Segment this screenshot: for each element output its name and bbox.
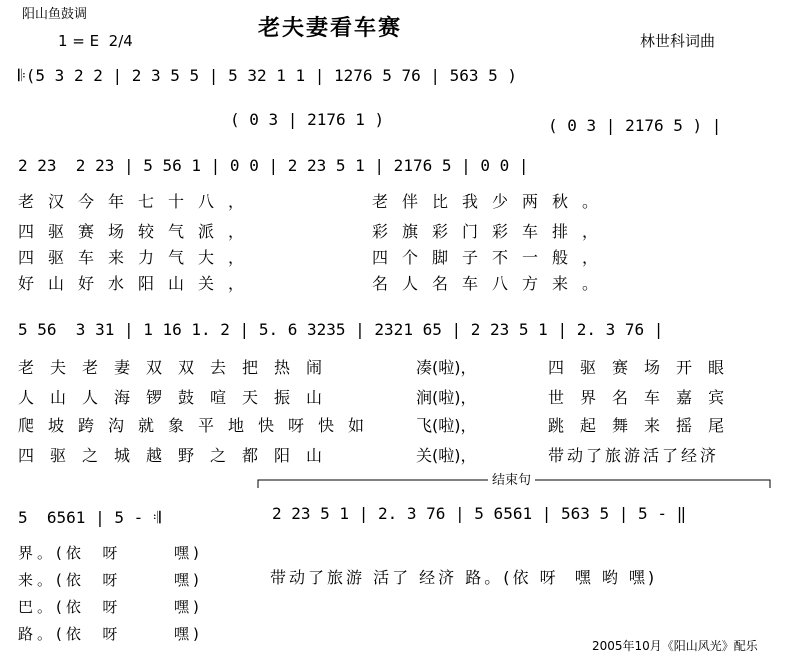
- lyric2-verse-2-a: 人山人海锣鼓喧天振山: [18, 388, 339, 407]
- lyric-verse-2-a: 四驱赛场较气派，: [18, 222, 259, 241]
- lyric2-verse-1-a: 老夫老妻双双去把热闹: [18, 358, 339, 377]
- lyric2-verse-4-c: 带动了旅游活了经济: [548, 446, 720, 465]
- score-line-3: 5 56 3 31 | 1 16 1. 2 | 5. 6 3235 | 2321 65 | 2 23 5 1 | 2. 3 76 |: [18, 320, 664, 339]
- lyric2-verse-3-c: 跳起舞来摇尾: [548, 416, 741, 435]
- lyric2-verse-3-a: 爬坡跨沟就象平地快呀快如: [18, 416, 379, 435]
- lyric-verse-3-a: 四驱车来力气大，: [18, 248, 259, 267]
- lyric2-verse-3-b: 飞(啦)，: [416, 416, 477, 435]
- lyric2-verse-2-b: 涧(啦)，: [416, 388, 477, 407]
- lyric3-verse-2: 来。(依 呀 嘿): [18, 571, 203, 589]
- lyric-verse-1-a: 老汉今年七十八，: [18, 192, 259, 211]
- genre-label: 阳山鱼鼓调: [22, 7, 88, 22]
- footer-credit: 2005年10月《阳山风光》配乐: [592, 639, 758, 653]
- score-line-4-b: 2 23 5 1 | 2. 3 76 | 5 6561 | 563 5 | 5 - ‖: [272, 504, 687, 523]
- lyric2-verse-4-a: 四驱之城越野之都阳山: [18, 446, 339, 465]
- lyric2-verse-1-b: 凑(啦)，: [416, 358, 477, 377]
- lyric-verse-2-b: 彩旗彩门彩车排，: [372, 222, 613, 241]
- lyric3-verse-3: 巴。(依 呀 嘿): [18, 598, 203, 616]
- score-line-2: 2 23 2 23 | 5 56 1 | 0 0 | 2 23 5 1 | 2176 5 | 0 0 |: [18, 156, 529, 175]
- lyric-verse-4-b: 名人名车八方来。: [372, 274, 613, 293]
- lyric2-verse-1-c: 四驱赛场开眼: [548, 358, 741, 377]
- lyric2-verse-2-c: 世界名车嘉宾: [548, 388, 741, 407]
- lyric-verse-3-b: 四个脚子不一般，: [372, 248, 613, 267]
- score-line-1b-part-b: ( 0 3 | 2176 5 ) |: [548, 116, 722, 135]
- score-line-1: 𝄆(5 3 2 2 | 2 3 5 5 | 5 32 1 1 | 1276 5 76 | 563 5 ): [18, 66, 518, 85]
- ending-label: 结束句: [488, 474, 535, 487]
- lyric3-verse-4: 路。(依 呀 嘿): [18, 625, 203, 643]
- score-line-4-a: 5 6561 | 5 - 𝄇: [18, 508, 161, 527]
- score-line-1b-part-a: ( 0 3 | 2176 1 ): [230, 110, 385, 129]
- lyric-verse-1-b: 老伴比我少两秋。: [372, 192, 613, 211]
- author-credit: 林世科词曲: [640, 32, 716, 50]
- lyric3-verse-1: 界。(依 呀 嘿): [18, 544, 203, 562]
- ending-lyric: 带动了旅游 活了 经济 路。(依 呀 嘿 哟 嘿): [270, 568, 658, 587]
- lyric-verse-4-a: 好山好水阳山关，: [18, 274, 259, 293]
- lyric2-verse-4-b: 关(啦)，: [416, 446, 477, 465]
- key-time-signature: 1 = E 2/4: [58, 32, 133, 50]
- song-title: 老夫妻看车赛: [258, 16, 403, 41]
